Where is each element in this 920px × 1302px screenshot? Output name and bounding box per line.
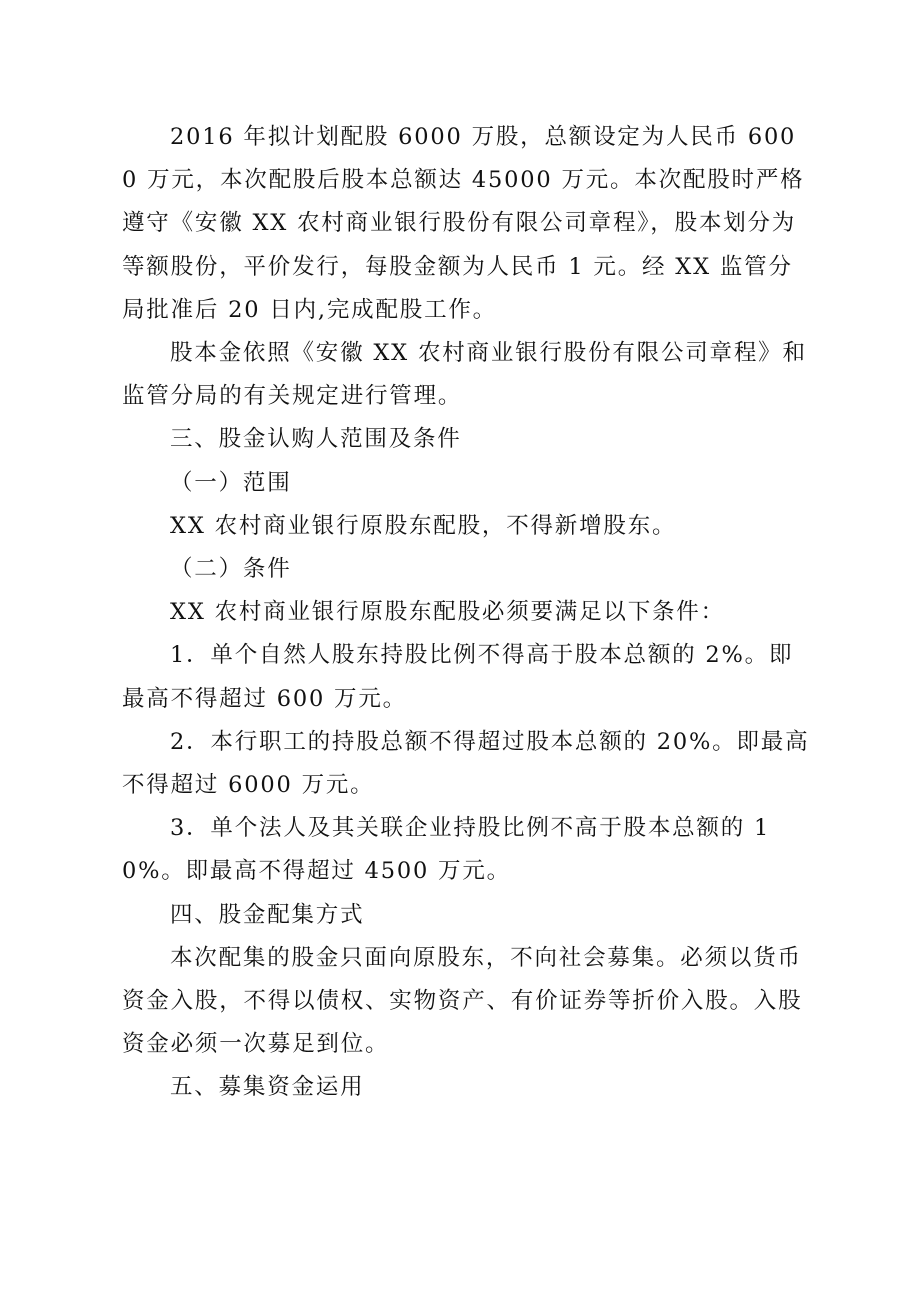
- paragraph-raising-method: 本次配集的股金只面向原股东，不向社会募集。必须以货币资金入股，不得以债权、实物资产、有价证券等折价入股。入股资金必须一次募足到位。: [122, 944, 803, 1058]
- paragraph-scope: XX 农村商业银行原股东配股，不得新增股东。: [170, 512, 677, 539]
- condition-item-2: 2．本行职工的持股总额不得超过股本总额的 20%。即最高不得超过 6000 万元。: [122, 728, 810, 799]
- heading-fund-use: 五、募集资金运用: [170, 1074, 365, 1101]
- paragraph-capital-management: 股本金依照《安徽 XX 农村商业银行股份有限公司章程》和监管分局的有关规定进行管理。: [122, 340, 807, 410]
- condition-item-3: 3．单个法人及其关联企业持股比例不高于股本总额的 10%。即最高不得超过 4500 万元。: [122, 815, 771, 885]
- heading-subscriber-scope: 三、股金认购人范围及条件: [170, 426, 462, 453]
- document-body: [122, 116, 812, 1110]
- paragraph-share-allotment-plan: 2016 年拟计划配股 6000 万股，总额设定为人民币 6000 万元，本次配股后股本总额达 45000 万元。本次配股时严格遵守《安徽 XX 农村商业银行股份有限公司章程》，股本划分为等额股份，平价发行，每股金额为人民币 1 元。经 XX 监管分局批准后 20 日内,完成配股工作。: [122, 124, 805, 323]
- heading-raising-method: 四、股金配集方式: [170, 901, 365, 928]
- paragraph-conditions-intro: XX 农村商业银行原股东配股必须要满足以下条件：: [170, 599, 725, 626]
- subheading-scope: （一）范围: [170, 469, 292, 496]
- condition-item-1: 1．单个自然人股东持股比例不得高于股本总额的 2%。即最高不得超过 600 万元。: [122, 642, 794, 712]
- subheading-conditions: （二）条件: [170, 556, 292, 583]
